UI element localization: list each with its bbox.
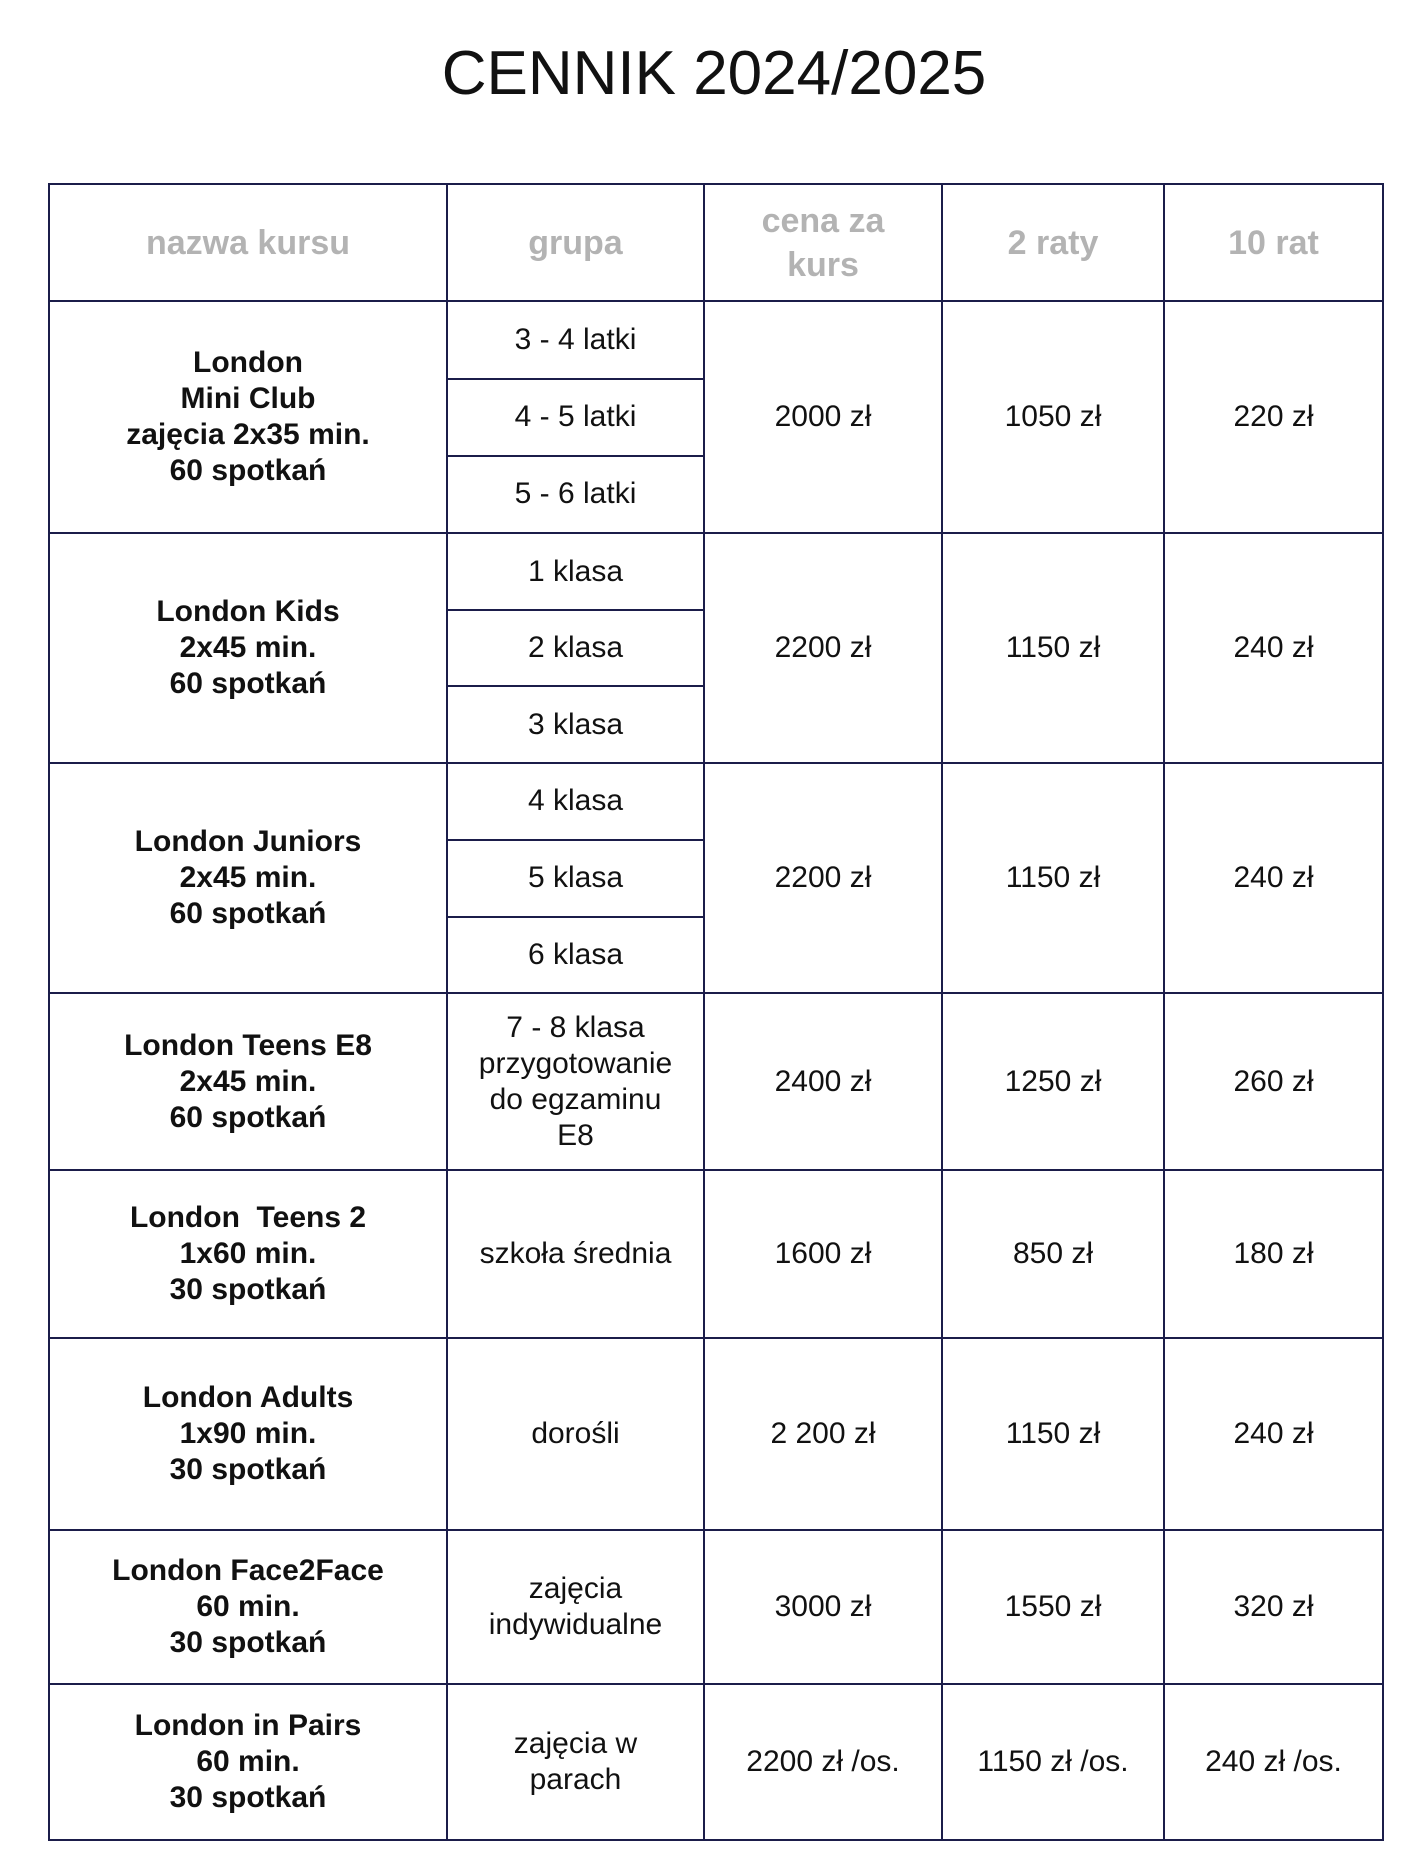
course-line: 2x45 min. <box>179 860 317 894</box>
ten-installments-cell: 320 zł <box>1164 1530 1383 1684</box>
price-table <box>48 183 1384 1841</box>
course-line: London Teens 2 <box>129 1201 367 1235</box>
ten-installments-cell: 180 zł <box>1164 1170 1383 1339</box>
header-course: nazwa kursu <box>49 184 447 301</box>
course-name-cell <box>49 763 447 994</box>
group-cell: 3 - 4 latki <box>447 301 704 378</box>
price-cell: 2200 zł /os. <box>704 1684 942 1840</box>
group-cell <box>447 1684 704 1840</box>
page-title: CENNIK 2024/2025 <box>441 39 987 108</box>
table-row <box>49 1338 1383 1530</box>
course-line: London Kids <box>156 594 340 628</box>
header-price-line-1: cena za <box>761 201 885 240</box>
table-row <box>49 1170 1383 1339</box>
ten-installments-cell: 240 zł <box>1164 763 1383 994</box>
course-line: 1x90 min. <box>179 1417 317 1451</box>
table-row <box>49 1530 1383 1684</box>
course-line: 60 min. <box>196 1590 300 1624</box>
table-row <box>49 301 1383 378</box>
group-cell: 4 - 5 latki <box>447 379 704 456</box>
group-cell <box>447 993 704 1170</box>
course-line: 60 spotkań <box>169 1100 327 1134</box>
ten-installments-cell: 240 zł <box>1164 1338 1383 1530</box>
two-installments-cell: 1150 zł <box>942 1338 1164 1530</box>
two-installments-cell: 1150 zł <box>942 763 1164 994</box>
table-row <box>49 763 1383 840</box>
price-cell: 2400 zł <box>704 993 942 1170</box>
course-line: 2x45 min. <box>179 1064 317 1098</box>
group-cell: 5 - 6 latki <box>447 456 704 533</box>
price-cell: 2000 zł <box>704 301 942 533</box>
course-line: London <box>193 346 303 380</box>
group-line: parach <box>529 1763 622 1797</box>
group-cell <box>447 1530 704 1684</box>
course-line: 30 spotkań <box>169 1626 327 1660</box>
course-name-cell <box>49 301 447 533</box>
two-installments-cell: 1550 zł <box>942 1530 1164 1684</box>
course-line: 60 spotkań <box>169 666 327 700</box>
course-name-cell <box>49 1170 447 1339</box>
price-cell: 3000 zł <box>704 1530 942 1684</box>
group-cell <box>447 1170 704 1339</box>
table-row <box>49 993 1383 1170</box>
course-line: zajęcia 2x35 min. <box>126 418 370 452</box>
header-ten-installments: 10 rat <box>1164 184 1383 301</box>
header-two-installments: 2 raty <box>942 184 1164 301</box>
course-line: Mini Club <box>180 382 316 416</box>
two-installments-cell: 1150 zł /os. <box>942 1684 1164 1840</box>
course-line: 60 spotkań <box>169 454 327 488</box>
course-line: 1x60 min. <box>179 1237 317 1271</box>
header-row <box>49 184 1383 301</box>
group-cell: 5 klasa <box>447 840 704 917</box>
price-cell: 2 200 zł <box>704 1338 942 1530</box>
course-line: 30 spotkań <box>169 1453 327 1487</box>
group-cell: 1 klasa <box>447 533 704 610</box>
two-installments-cell: 1150 zł <box>942 533 1164 763</box>
price-cell: 1600 zł <box>704 1170 942 1339</box>
group-line: do egzaminu <box>489 1082 662 1116</box>
ten-installments-cell: 220 zł <box>1164 301 1383 533</box>
course-line: London Teens E8 <box>124 1028 372 1062</box>
group-cell: 2 klasa <box>447 610 704 686</box>
price-cell: 2200 zł <box>704 533 942 763</box>
group-line: szkoła średnia <box>479 1237 672 1271</box>
course-name-cell <box>49 993 447 1170</box>
two-installments-cell: 1050 zł <box>942 301 1164 533</box>
group-cell: 6 klasa <box>447 917 704 993</box>
ten-installments-cell: 240 zł /os. <box>1164 1684 1383 1840</box>
table-row <box>49 533 1383 610</box>
course-name-cell <box>49 1530 447 1684</box>
group-line: 7 - 8 klasa <box>506 1010 645 1044</box>
group-line: indywidualne <box>488 1608 663 1642</box>
ten-installments-cell: 260 zł <box>1164 993 1383 1170</box>
table-row <box>49 1684 1383 1840</box>
group-cell: 4 klasa <box>447 763 704 840</box>
header-price-line-2: kurs <box>787 245 859 284</box>
course-line: 2x45 min. <box>179 630 317 664</box>
course-line: 30 spotkań <box>169 1781 327 1815</box>
course-line: London in Pairs <box>134 1709 362 1743</box>
course-line: London Face2Face <box>112 1554 384 1588</box>
course-line: 60 min. <box>196 1745 300 1779</box>
group-line: zajęcia w <box>513 1727 638 1761</box>
group-line: zajęcia <box>528 1572 623 1606</box>
course-name-cell <box>49 1684 447 1840</box>
course-name-cell <box>49 533 447 763</box>
group-line: dorośli <box>531 1417 620 1451</box>
course-name-cell <box>49 1338 447 1530</box>
group-cell <box>447 1338 704 1530</box>
course-line: London Adults <box>142 1381 354 1415</box>
two-installments-cell: 1250 zł <box>942 993 1164 1170</box>
two-installments-cell: 850 zł <box>942 1170 1164 1339</box>
price-cell: 2200 zł <box>704 763 942 994</box>
header-price <box>704 184 942 301</box>
course-line: 30 spotkań <box>169 1273 327 1307</box>
header-group: grupa <box>447 184 704 301</box>
group-line: E8 <box>557 1118 594 1152</box>
course-line: 60 spotkań <box>169 896 327 930</box>
course-line: London Juniors <box>134 824 362 858</box>
ten-installments-cell: 240 zł <box>1164 533 1383 763</box>
group-line: przygotowanie <box>478 1046 673 1080</box>
group-cell: 3 klasa <box>447 686 704 762</box>
